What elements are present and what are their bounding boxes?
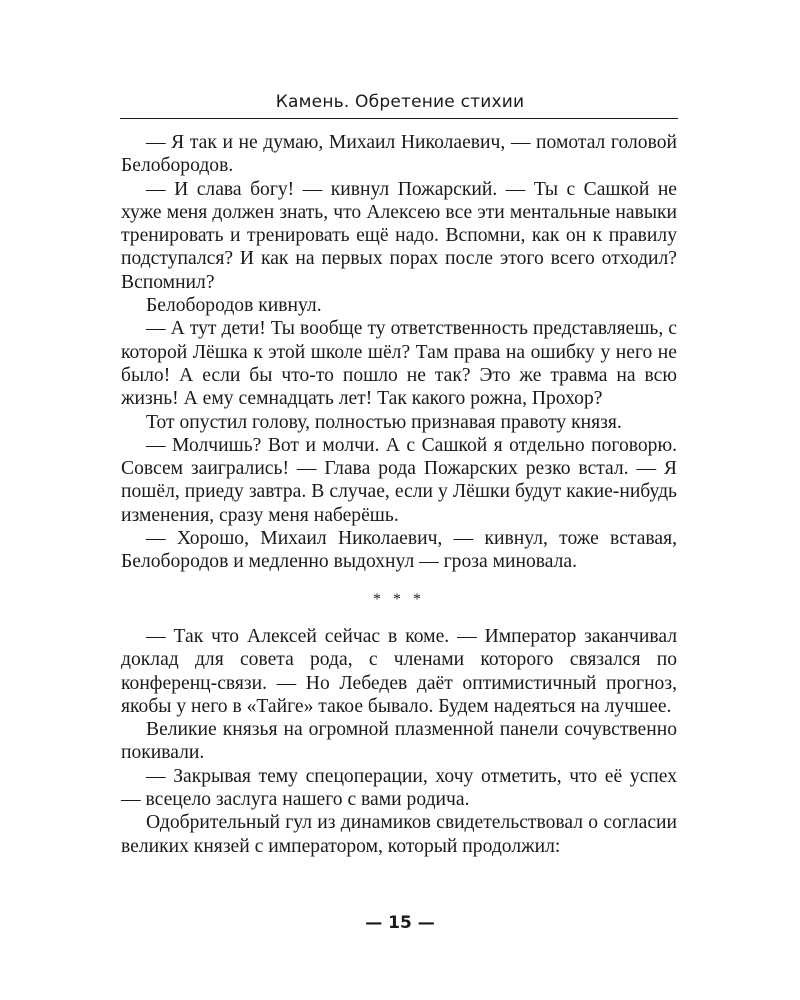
paragraph: — Я так и не думаю, Михаил Николаевич, — помотал головой Белобородов. (121, 132, 677, 177)
paragraph: — Молчишь? Вот и молчи. А с Сашкой я отдельно поговорю. Совсем заигрались! — Глава рода Пожарских резко встал. — Я пошёл, приеду завтра. В случае, если у Лёшки будут какие-нибудь изменения, сразу меня наберёшь. (121, 434, 677, 526)
paragraph: — И слава богу! — кивнул Пожарский. — Ты с Сашкой не хуже меня должен знать, что Алексею все эти ментальные навыки тренировать и тренировать ещё надо. Вспомни, как он к правилу подступался? И как на первых порах после этого всего отходил? Вспомнил? (121, 178, 677, 293)
paragraph: — Так что Алексей сейчас в коме. — Император заканчивал доклад для совета рода, с членами которого связался по конференц-связи. — Но Лебедев даёт оптимистичный прогноз, якобы у него в «Тайге» такое бывало. Будем надеяться на лучшее. (121, 625, 677, 717)
paragraph: — Закрывая тему спецоперации, хочу отметить, что её успех — всецело заслуга нашего с вами родича. (121, 765, 677, 811)
body-text (121, 131, 677, 858)
section-separator: * * * (373, 590, 425, 608)
paragraph: Тот опустил голову, полностью признавая правоту князя. (146, 411, 622, 433)
page-number: — 15 — (365, 913, 435, 933)
paragraph: — А тут дети! Ты вообще ту ответственность представляешь, с которой Лёшка к этой школе шёл? Там права на ошибку у него не было! А если бы что-то пошло не так? Это же травма на всю жизнь! А ему семнадцать лет! Так какого рожна, Прохор? (121, 318, 677, 410)
paragraph: Одобрительный гул из динамиков свидетельствовал о согласии великих князей с императором, который продолжил: (121, 812, 677, 857)
running-title: Камень. Обретение стихии (275, 92, 525, 112)
paragraph: Великие князья на огромной плазменной панели сочувственно покивали. (121, 719, 677, 764)
paragraph: — Хорошо, Михаил Николаевич, — кивнул, тоже вставая, Белобородов и медленно выдохнул — гроза миновала. (121, 528, 677, 573)
header-rule (120, 118, 678, 119)
paragraph: Белобородов кивнул. (146, 295, 322, 317)
